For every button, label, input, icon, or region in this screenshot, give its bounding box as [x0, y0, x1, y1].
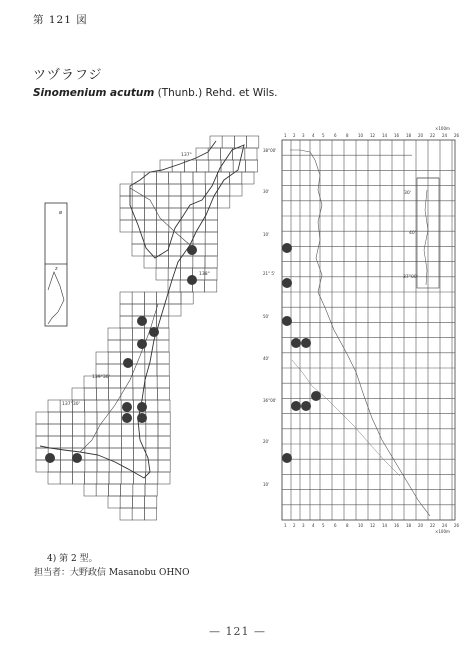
svg-text:ø: ø: [59, 210, 63, 216]
occurrence-marker: [291, 338, 301, 348]
occurrence-marker: [137, 316, 147, 326]
map-lon-label: 137°30': [62, 402, 80, 407]
altitude-bottom-tick: 4: [312, 523, 315, 528]
occurrence-marker: [282, 278, 292, 288]
altitude-top-tick: 24: [442, 133, 448, 138]
occurrence-marker: [137, 402, 147, 412]
svg-text:30': 30': [404, 191, 411, 196]
occurrence-marker: [311, 391, 321, 401]
altitude-bottom-tick: 10: [358, 523, 364, 528]
altitude-top-tick: 16: [394, 133, 400, 138]
altitude-top-tick: 12: [370, 133, 376, 138]
inset-chart-right: [403, 178, 439, 288]
elevation-profile-line-2: [292, 360, 400, 476]
altitude-bottom-tick: 14: [382, 523, 388, 528]
altitude-bottom-tick: 26: [454, 523, 460, 528]
occurrence-marker: [282, 453, 292, 463]
latitude-label: 30': [263, 189, 270, 194]
occurrence-marker: [137, 413, 147, 423]
latitude-label: 36°00': [263, 398, 277, 403]
figure-number: 第 121 図: [33, 14, 88, 26]
occurrence-marker: [122, 402, 132, 412]
occurrence-marker: [291, 401, 301, 411]
altitude-bottom-tick: 3: [302, 523, 305, 528]
occurrence-marker: [149, 327, 159, 337]
occurrence-marker: [301, 401, 311, 411]
altitude-bottom-tick: 18: [406, 523, 412, 528]
author-credit: 担当者：大野政信 Masanobu OHNO: [34, 568, 190, 578]
altitude-grid-right: [282, 140, 455, 520]
altitude-top-tick: 18: [406, 133, 412, 138]
occurrence-marker: [137, 339, 147, 349]
svg-text:40': 40': [409, 231, 416, 236]
occurrence-marker: [187, 245, 197, 255]
altitude-top-tick: 26: [454, 133, 460, 138]
map-lon-label: 138°: [199, 272, 210, 277]
map-grid-left: [36, 136, 259, 520]
scientific-authority: (Thunb.) Rehd. et Wils.: [157, 87, 278, 99]
altitude-top-tick: 1: [284, 133, 287, 138]
altitude-bottom-tick: 8: [346, 523, 349, 528]
map-lon-label: 137°: [181, 153, 192, 158]
altitude-bottom-tick: 22: [430, 523, 436, 528]
species-japanese-name: ツヅラフジ: [33, 68, 103, 83]
scientific-binomial: Sinomenium acutum: [33, 87, 155, 99]
latitude-label: 10': [263, 482, 270, 487]
altitude-top-tick: 4: [312, 133, 315, 138]
occurrence-marker: [187, 275, 197, 285]
page-number: — 121 —: [209, 625, 266, 638]
svg-text:37°00': 37°00': [403, 275, 418, 280]
altitude-top-tick: 22: [430, 133, 436, 138]
svg-text:z: z: [55, 266, 58, 272]
coastline-outline: [40, 141, 244, 478]
altitude-bottom-tick: 5: [322, 523, 325, 528]
altitude-bottom-tick: 24: [442, 523, 448, 528]
altitude-top-tick: 14: [382, 133, 388, 138]
occurrence-marker: [123, 358, 133, 368]
altitude-bottom-tick: 6: [334, 523, 337, 528]
altitude-bottom-tick: 20: [418, 523, 424, 528]
unit-top: ×100m: [435, 126, 450, 131]
occurrence-marker: [72, 453, 82, 463]
inset-map-left: [45, 203, 67, 326]
altitude-bottom-tick: 12: [370, 523, 376, 528]
altitude-top-tick: 2: [293, 133, 296, 138]
occurrence-marker: [282, 316, 292, 326]
altitude-top-tick: 20: [418, 133, 424, 138]
altitude-bottom-tick: 2: [293, 523, 296, 528]
altitude-top-tick: 10: [358, 133, 364, 138]
altitude-top-tick: 5: [322, 133, 325, 138]
altitude-top-tick: 3: [302, 133, 305, 138]
altitude-top-tick: 8: [346, 133, 349, 138]
altitude-top-tick: 6: [334, 133, 337, 138]
map-lon-label: 139°30': [92, 375, 110, 380]
latitude-label: 20': [263, 439, 270, 444]
latitude-label: 38°00': [263, 148, 277, 153]
latitude-label: 10': [263, 232, 270, 237]
occurrence-markers: [45, 243, 321, 463]
distribution-type-note: 4) 第 2 型。: [47, 554, 98, 564]
altitude-axis-labels: [263, 126, 460, 534]
altitude-bottom-tick: 1: [284, 523, 287, 528]
unit-bottom: ×100m: [435, 529, 450, 534]
occurrence-marker: [282, 243, 292, 253]
altitude-bottom-tick: 16: [394, 523, 400, 528]
latitude-label: 50': [263, 314, 270, 319]
latitude-label: 21° 5': [263, 271, 276, 276]
inland-boundary: [80, 188, 190, 452]
occurrence-marker: [301, 338, 311, 348]
occurrence-marker: [122, 413, 132, 423]
latitude-label: 40': [263, 356, 270, 361]
elevation-profile-line: [290, 150, 430, 516]
occurrence-marker: [45, 453, 55, 463]
